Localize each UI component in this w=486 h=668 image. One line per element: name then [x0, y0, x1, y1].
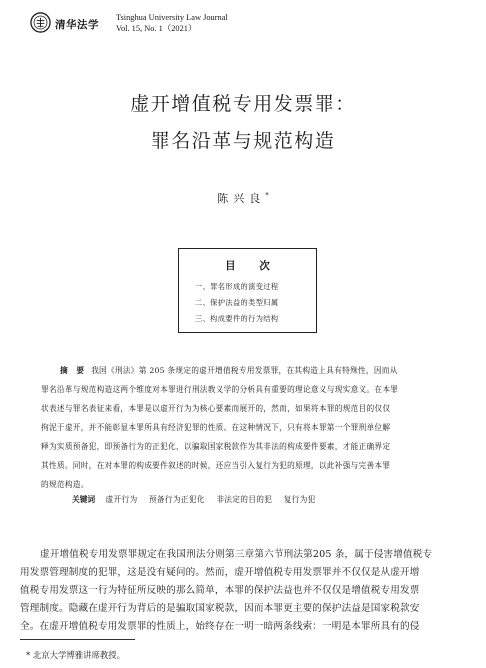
- toc-heading: 目 次: [225, 260, 280, 272]
- body-line: 值税专用发票这一行为特征所反映的那么简单，本罪的保护法益也并不仅仅是增值税专用发票: [20, 585, 420, 596]
- journal-name-cn: 清华法学: [55, 19, 99, 31]
- abstract-line: 拘泥于虚开，并不能彰显本罪所具有经济犯罪的性质。在这种情况下，只有将本罪第一个罪刑单位解: [41, 423, 391, 432]
- keyword: 非法定的目的犯: [216, 495, 273, 504]
- abstract-line: 释为实质预备犯，即预备行为的正犯化，以骗取国家税款作为其非法的构成要件要素，才能正确界定: [41, 442, 391, 451]
- keywords-label: 关键词: [72, 495, 96, 504]
- toc-item: 二、保护法益的类型归属: [195, 298, 279, 307]
- keyword: 预备行为正犯化: [148, 495, 205, 504]
- abstract-line: 其性质。同时，在对本罪的构成要件叙述的时候，还应当引入复行为犯的原理，以此补强与完善本罪: [41, 461, 391, 470]
- journal-name-en-text: Tsinghua University Law Journal: [116, 13, 228, 22]
- footnote-divider: [20, 639, 135, 640]
- article-title-line-2: 罪名沿革与规范构造: [150, 130, 336, 152]
- keywords: [72, 494, 325, 505]
- body-line: 虚开增值税专用发票罪规定在我国刑法分则第三章第六节刑法第205 条，属于侵害增值税专: [40, 549, 433, 560]
- abstract-line: 的规范构造。: [41, 480, 89, 489]
- tsinghua-seal-logo: [30, 12, 51, 33]
- body-line: 管理制度。隐藏在虚开行为背后的是骗取国家税款，因而本罪更主要的保护法益是国家税款安: [20, 603, 420, 614]
- journal-volume: Vol. 15, No. 1（2021）: [116, 24, 197, 33]
- abstract-line: [60, 365, 440, 376]
- keyword: 复行为犯: [283, 495, 316, 504]
- abstract-text: 我国《刑法》第 205 条规定的虚开增值税专用发票罪，在其构造上具有特殊性，因而从: [91, 366, 398, 375]
- author-name: 陈兴良: [217, 192, 266, 205]
- body-line: 用发票管理制度的犯罪，这是没有疑问的。然而，虚开增值税专用发票罪并不仅仅是从虚开增: [20, 567, 420, 578]
- table-of-contents: [178, 248, 317, 333]
- toc-item: 一、罪名形成的演变过程: [195, 282, 279, 291]
- article-title-line-1: 虚开增值税专用发票罪：: [130, 93, 356, 115]
- toc-item: 三、构成要件的行为结构: [195, 314, 279, 323]
- keyword: 虚开行为: [105, 495, 138, 504]
- abstract-label: 摘 要: [60, 366, 88, 375]
- abstract-line: 状表述与罪名表征来看，本罪是以虚开行为为核心要素而展开的，然而，如果将本罪的规范目的仅仅: [41, 404, 391, 413]
- footnote: * 北京大学博雅讲席教授。: [26, 650, 125, 660]
- journal-name-en: [116, 12, 228, 34]
- abstract-line: 罪名沿革与规范构造这两个维度对本罪进行刑法教义学的分析具有重要的理论意义与现实意义。在本罪: [41, 385, 399, 394]
- journal-header: [30, 11, 450, 41]
- author-footnote-mark: *: [265, 191, 269, 200]
- body-line: 全。在虚开增值税专用发票罪的性质上，始终存在一明一暗两条线索：一明是本罪所具有的侵: [20, 621, 420, 632]
- author-line: [0, 190, 486, 206]
